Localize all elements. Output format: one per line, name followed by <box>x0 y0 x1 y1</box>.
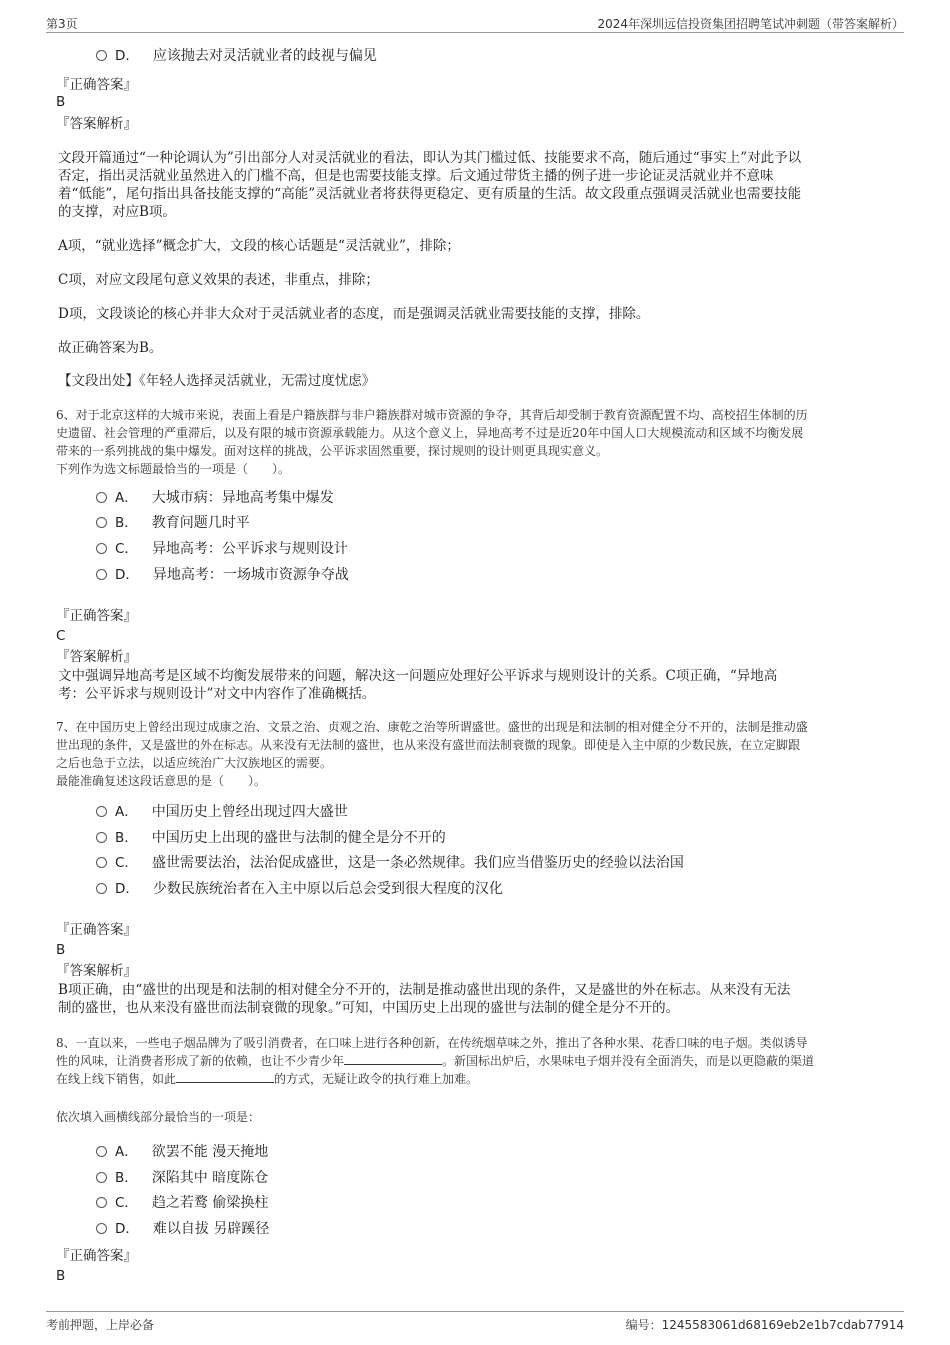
option-letter: A． <box>115 490 138 506</box>
q7-option-c[interactable] <box>96 853 684 873</box>
option-text: 少数民族统治者在入主中原以后总会受到很大程度的汉化 <box>152 881 503 897</box>
radio-icon[interactable] <box>96 1146 107 1157</box>
option-letter: D． <box>115 1221 139 1237</box>
q5-explain-label: 『答案解析』 <box>56 116 137 132</box>
q5-note-d: D项，文段谈论的核心并非大众对于灵活就业者的态度，而是强调灵活就业需要技能的支撑，排除。 <box>58 306 650 322</box>
radio-icon[interactable] <box>96 517 107 528</box>
q7-explanation <box>58 981 903 1017</box>
option-text: 中国历史上曾经出现过四大盛世 <box>151 804 348 820</box>
radio-icon[interactable] <box>96 1223 107 1234</box>
q7-stem <box>56 718 901 790</box>
q6-option-a[interactable] <box>96 488 334 508</box>
option-letter: A． <box>115 804 138 820</box>
q6-correct-label: 『正确答案』 <box>56 608 137 624</box>
q7-answer: B <box>56 942 66 958</box>
q8-option-a[interactable] <box>96 1142 268 1162</box>
radio-icon[interactable] <box>96 50 107 61</box>
document-id: 编号：1245583061d68169eb2e1b7cdab77914 <box>625 1318 904 1332</box>
radio-icon[interactable] <box>96 883 107 894</box>
text-line: 史遗留、社会管理的严重滞后，以及有限的城市资源承载能力。从这个意义上，异地高考不过是近20年中国人口大规模流动和区域不均衡发展 <box>56 426 804 440</box>
fill-blank-2 <box>176 1070 274 1083</box>
stem-text: 的方式，无疑让政令的执行难上加难。 <box>274 1072 479 1086</box>
option-text: 深陷其中 暗度陈仓 <box>151 1170 269 1186</box>
document-title: 2024年深圳远信投资集团招聘笔试冲刺题（带答案解析） <box>597 17 904 31</box>
text-line <box>56 1052 901 1070</box>
text-line: 7、在中国历史上曾经出现过成康之治、文景之治、贞观之治、康乾之治等所谓盛世。盛世的出现是和法制的相对健全分不开的，法制是推动盛 <box>56 720 808 734</box>
radio-icon[interactable] <box>96 1172 107 1183</box>
option-text: 中国历史上出现的盛世与法制的健全是分不开的 <box>151 830 446 846</box>
fill-blank-1 <box>344 1052 442 1065</box>
q6-explanation <box>58 667 903 703</box>
stem-text: 在线上线下销售，如此 <box>56 1072 177 1086</box>
option-text: 大城市病：异地高考集中爆发 <box>151 490 334 506</box>
option-text: 欲罢不能 漫天掩地 <box>151 1144 269 1160</box>
q8-answer: B <box>56 1268 66 1284</box>
radio-icon[interactable] <box>96 492 107 503</box>
option-text: 趋之若鹜 偷梁换柱 <box>151 1195 269 1211</box>
option-letter: C． <box>115 541 138 557</box>
option-text: 难以自拔 另辟蹊径 <box>152 1221 270 1237</box>
q8-stem <box>56 1034 901 1088</box>
stem-text: 。新国标出炉后，水果味电子烟并没有全面消失，而是以更隐蔽的渠道 <box>442 1054 815 1068</box>
footer-slogan: 考前押题，上岸必备 <box>46 1318 155 1332</box>
option-text: 异地高考：公平诉求与规则设计 <box>151 541 348 557</box>
text-line: 带来的一系列挑战的集中爆发。面对这样的挑战，公平诉求固然重要，探讨规则的设计则更具现实意义。 <box>56 444 609 458</box>
q6-option-c[interactable] <box>96 539 348 559</box>
radio-icon[interactable] <box>96 569 107 580</box>
q6-stem <box>56 406 901 478</box>
radio-icon[interactable] <box>96 806 107 817</box>
text-line: 的支撑，对应B项。 <box>58 204 176 220</box>
text-line: 8、一直以来，一些电子烟品牌为了吸引消费者，在口味上进行各种创新，在传统烟草味之外，推出了各种水果、花香口味的电子烟。类似诱导 <box>56 1036 808 1050</box>
text-line: 制的盛世，也从来没有盛世而法制衰微的现象。”可知，中国历史上出现的盛世与法制的健全是分不开的。 <box>58 1000 680 1016</box>
option-letter: D． <box>115 48 139 64</box>
q6-answer: C <box>56 628 66 644</box>
text-line: 文中强调异地高考是区域不均衡发展带来的问题，解决这一问题应处理好公平诉求与规则设计的关系。C项正确，“异地高 <box>58 668 778 684</box>
radio-icon[interactable] <box>96 1197 107 1208</box>
page-number: 第3页 <box>46 17 78 31</box>
text-line: 否定，指出灵活就业虽然进入的门槛不高，但是也需要技能支撑。后文通过带货主播的例子进一步论证灵活就业并不意味 <box>58 168 774 184</box>
option-text: 应该抛去对灵活就业者的歧视与偏见 <box>152 48 377 64</box>
stem-text: 性的风味，让消费者形成了新的依赖，也让不少青少年 <box>56 1054 345 1068</box>
text-line: 最能准确复述这段话意思的是（ ）。 <box>56 774 267 788</box>
q5-source: 【文段出处】《年轻人选择灵活就业，无需过度忧虑》 <box>58 373 376 389</box>
page-header <box>46 14 904 33</box>
option-letter: B． <box>115 515 138 531</box>
option-text: 盛世需要法治，法治促成盛世，这是一条必然规律。我们应当借鉴历史的经验以法治国 <box>151 855 684 871</box>
q6-option-d[interactable] <box>96 565 349 585</box>
text-line: 世出现的条件，又是盛世的外在标志。从来没有无法制的盛世，也从来没有盛世而法制衰微的现象。即使是入主中原的少数民族，在立定脚跟 <box>56 738 801 752</box>
q5-answer: B <box>56 94 66 110</box>
text-line: B项正确，由“盛世的出现是和法制的相对健全分不开的，法制是推动盛世出现的条件，又是盛世的外在标志。从来没有无法 <box>58 982 791 998</box>
option-letter: C． <box>115 1195 138 1211</box>
q8-prompt: 依次填入画横线部分最恰当的一项是： <box>56 1110 261 1124</box>
option-letter: C． <box>115 855 138 871</box>
option-text: 异地高考：一场城市资源争夺战 <box>152 567 349 583</box>
radio-icon[interactable] <box>96 857 107 868</box>
q5-conclusion: 故正确答案为B。 <box>58 340 163 356</box>
q7-correct-label: 『正确答案』 <box>56 922 137 938</box>
text-line <box>56 1070 901 1088</box>
q6-option-b[interactable] <box>96 513 250 533</box>
q8-option-b[interactable] <box>96 1168 268 1188</box>
text-line: 之后也急于立法，以适应统治广大汉族地区的需要。 <box>56 756 333 770</box>
option-letter: D． <box>115 881 139 897</box>
q7-option-d[interactable] <box>96 879 503 899</box>
q7-option-b[interactable] <box>96 828 446 848</box>
q5-note-c: C项，对应文段尾句意义效果的表述，非重点，排除； <box>58 272 379 288</box>
q5-correct-label: 『正确答案』 <box>56 77 137 93</box>
q5-explanation <box>58 149 903 221</box>
text-line: 考：公平诉求与规则设计”对文中内容作了准确概括。 <box>58 686 376 702</box>
text-line: 着“低能”，尾句指出具备技能支撑的“高能”灵活就业者将获得更稳定、更有质量的生活。故文段重点强调灵活就业也需要技能 <box>58 186 802 202</box>
q8-option-c[interactable] <box>96 1193 268 1213</box>
text-line: 6、对于北京这样的大城市来说，表面上看是户籍族群与非户籍族群对城市资源的争夺，其背后却受制于教育资源配置不均、高校招生体制的历 <box>56 408 808 422</box>
q7-option-a[interactable] <box>96 802 348 822</box>
text-line: 下列作为选文标题最恰当的一项是（ ）。 <box>56 462 291 476</box>
q5-note-a: A项，“就业选择”概念扩大，文段的核心话题是“灵活就业”，排除； <box>58 238 460 254</box>
q6-explain-label: 『答案解析』 <box>56 649 137 665</box>
text-line: 文段开篇通过“一种论调认为”引出部分人对灵活就业的看法，即认为其门槛过低、技能要求不高，随后通过“事实上”对此予以 <box>58 150 802 166</box>
radio-icon[interactable] <box>96 543 107 554</box>
q8-correct-label: 『正确答案』 <box>56 1248 137 1264</box>
option-letter: A． <box>115 1144 138 1160</box>
option-letter: B． <box>115 1170 138 1186</box>
option-letter: B． <box>115 830 138 846</box>
page-footer <box>46 1311 904 1332</box>
option-letter: D． <box>115 567 139 583</box>
option-text: 教育问题几时平 <box>151 515 250 531</box>
q5-option-d[interactable] <box>96 46 377 66</box>
radio-icon[interactable] <box>96 832 107 843</box>
q8-option-d[interactable] <box>96 1219 269 1239</box>
q7-explain-label: 『答案解析』 <box>56 963 137 979</box>
